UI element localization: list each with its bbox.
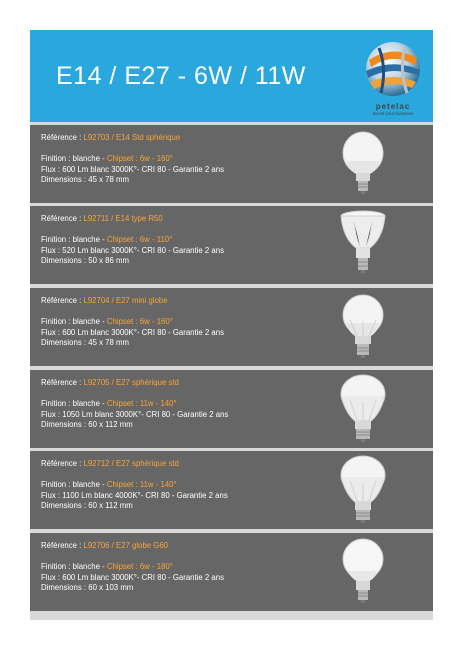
reference-label: Référence :: [41, 541, 84, 550]
logo-tagline: Boost your business: [372, 111, 414, 116]
flux-label: Flux :: [41, 409, 63, 419]
chipset-label: Chipset :: [106, 480, 140, 489]
dimensions-value: 45 x 78 mm: [88, 338, 129, 347]
product-card: [30, 533, 433, 611]
chipset-value: 6w - 160°: [139, 154, 173, 163]
product-card: [30, 206, 433, 284]
dimensions-value: 45 x 78 mm: [88, 175, 129, 184]
flux-line: [41, 165, 331, 176]
dimensions-line: [41, 583, 331, 594]
led-bulb-globe-g60-icon: [330, 535, 396, 609]
flux-label: Flux :: [41, 164, 63, 174]
finition-line: [41, 480, 331, 491]
dimensions-line: [41, 175, 331, 186]
dimensions-label: Dimensions :: [41, 583, 89, 592]
reference-line: [41, 378, 331, 389]
reference-line: [41, 296, 331, 307]
flux-line: [41, 246, 331, 257]
product-specs: [41, 459, 331, 512]
reference-value: L92706 / E27 globe G60: [83, 541, 169, 550]
led-bulb-e27-std-icon: [330, 453, 396, 527]
flux-line: [41, 491, 331, 502]
finition-line: [41, 399, 331, 410]
header-banner: [30, 30, 433, 122]
flux-label: Flux :: [41, 572, 63, 582]
reference-label: Référence :: [41, 214, 84, 223]
dimensions-line: [41, 420, 331, 431]
chipset-text: [107, 562, 173, 571]
reference-label: Référence :: [41, 378, 84, 387]
product-specs: [41, 214, 331, 267]
chipset-text: [107, 399, 177, 408]
flux-value: 600 Lm blanc 3000K°- CRI 80 - Garantie 2 ans: [62, 327, 224, 337]
flux-label: Flux :: [41, 490, 63, 500]
product-card: [30, 288, 433, 366]
chipset-label: Chipset :: [106, 154, 140, 163]
chipset-value: 11w - 140°: [139, 480, 177, 489]
flux-line: [41, 328, 331, 339]
finition-label: Finition : blanche -: [41, 154, 107, 163]
chipset-text: [107, 317, 173, 326]
dimensions-line: [41, 338, 331, 349]
led-bulb-r50-reflector-icon: [330, 208, 396, 282]
dimensions-value: 60 x 112 mm: [88, 420, 133, 429]
product-specs: [41, 541, 331, 594]
finition-label: Finition : blanche -: [41, 399, 107, 408]
finition-line: [41, 154, 331, 165]
reference-label: Référence :: [41, 459, 84, 468]
flux-line: [41, 410, 331, 421]
logo: [357, 38, 427, 118]
dimensions-label: Dimensions :: [41, 338, 89, 347]
flux-line: [41, 573, 331, 584]
reference-label: Référence :: [41, 133, 84, 142]
led-bulb-mini-globe-icon: [330, 290, 396, 364]
chipset-text: [107, 235, 172, 244]
chipset-label: Chipset :: [106, 562, 140, 571]
dimensions-label: Dimensions :: [41, 175, 89, 184]
chipset-value: 11w - 140°: [139, 399, 177, 408]
flux-value: 520 Lm blanc 3000K°- CRI 80 - Garantie 2 ans: [62, 245, 224, 255]
reference-line: [41, 541, 331, 552]
product-specs: [41, 378, 331, 431]
dimensions-label: Dimensions :: [41, 256, 89, 265]
dimensions-line: [41, 256, 331, 267]
flux-value: 600 Lm blanc 3000K°- CRI 80 - Garantie 2 ans: [62, 572, 224, 582]
reference-line: [41, 133, 331, 144]
reference-value: L92704 / E27 mini globe: [83, 296, 168, 305]
dimensions-value: 60 x 112 mm: [88, 501, 133, 510]
product-specs: [41, 133, 331, 186]
flux-value: 1100 Lm blanc 4000K°- CRI 80 - Garantie 2 ans: [62, 490, 228, 500]
dimensions-value: 60 x 103 mm: [88, 583, 134, 592]
reference-value: L92712 / E27 sphérique std: [83, 459, 179, 468]
chipset-label: Chipset :: [106, 235, 140, 244]
flux-label: Flux :: [41, 245, 63, 255]
product-card: [30, 451, 433, 529]
dimensions-value: 50 x 86 mm: [88, 256, 129, 265]
reference-value: L92711 / E14 type R50: [83, 214, 163, 223]
reference-line: [41, 214, 331, 225]
dimensions-label: Dimensions :: [41, 501, 89, 510]
reference-label: Référence :: [41, 296, 84, 305]
dimensions-label: Dimensions :: [41, 420, 89, 429]
chipset-label: Chipset :: [106, 317, 140, 326]
chipset-value: 6w - 110°: [139, 235, 173, 244]
product-card: [30, 125, 433, 203]
finition-line: [41, 317, 331, 328]
chipset-text: [107, 154, 173, 163]
finition-line: [41, 235, 331, 246]
finition-label: Finition : blanche -: [41, 317, 107, 326]
reference-value: L92703 / E14 Std sphérique: [83, 133, 181, 142]
led-bulb-e14-sphere-icon: [330, 127, 396, 201]
led-bulb-e27-std-icon: [330, 372, 396, 446]
product-specs: [41, 296, 331, 349]
page-title: E14 / E27 - 6W / 11W: [56, 62, 306, 90]
flux-value: 600 Lm blanc 3000K°- CRI 80 - Garantie 2 ans: [62, 164, 224, 174]
reference-value: L92705 / E27 sphérique std: [83, 378, 179, 387]
chipset-value: 6w - 160°: [139, 317, 173, 326]
product-sheet: [30, 30, 433, 620]
flux-label: Flux :: [41, 327, 63, 337]
finition-line: [41, 562, 331, 573]
finition-label: Finition : blanche -: [41, 562, 107, 571]
flux-value: 1050 Lm blanc 3000K°- CRI 80 - Garantie 2 ans: [62, 409, 229, 419]
finition-label: Finition : blanche -: [41, 235, 107, 244]
chipset-label: Chipset :: [106, 399, 140, 408]
finition-label: Finition : blanche -: [41, 480, 107, 489]
chipset-value: 6w - 180°: [139, 562, 173, 571]
product-card: [30, 370, 433, 448]
reference-line: [41, 459, 331, 470]
dimensions-line: [41, 501, 331, 512]
globe-logo-icon: [357, 38, 429, 100]
logo-name: petelac: [375, 102, 411, 111]
chipset-text: [107, 480, 177, 489]
